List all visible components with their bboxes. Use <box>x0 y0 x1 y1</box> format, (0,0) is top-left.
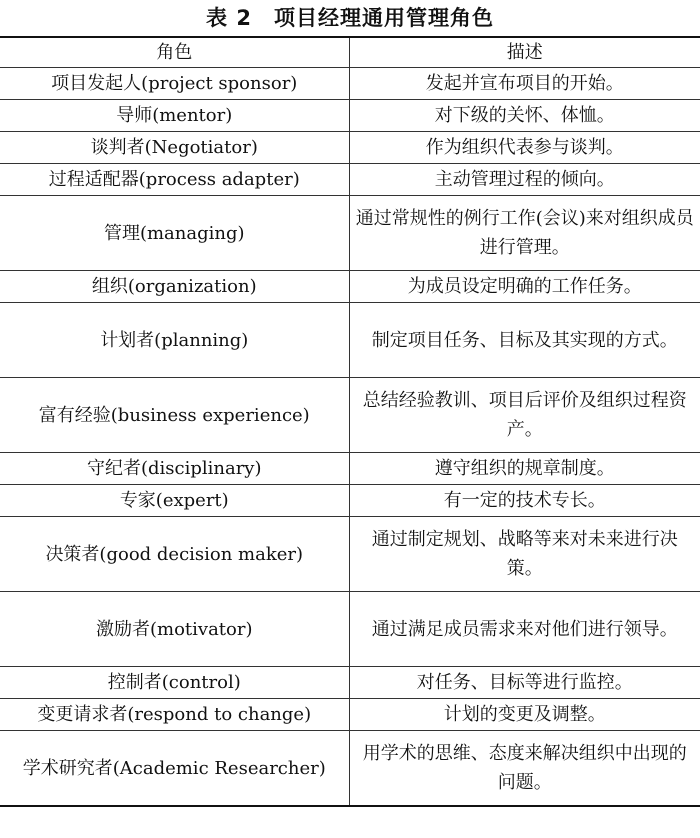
description-cell: 有一定的技术专长。 <box>349 485 700 517</box>
role-cell: 专家(expert) <box>0 485 349 517</box>
table-row <box>0 378 700 453</box>
role-cell: 变更请求者(respond to change) <box>0 699 349 731</box>
description-cell: 遵守组织的规章制度。 <box>349 453 700 485</box>
description-cell: 计划的变更及调整。 <box>349 699 700 731</box>
table-row <box>0 196 700 271</box>
role-cell: 富有经验(business experience) <box>0 378 349 453</box>
table-row <box>0 699 700 731</box>
header-description: 描述 <box>349 37 700 68</box>
description-cell: 通过制定规划、战略等来对未来进行决策。 <box>349 517 700 592</box>
description-cell: 作为组织代表参与谈判。 <box>349 132 700 164</box>
table-row <box>0 164 700 196</box>
role-cell: 组织(organization) <box>0 271 349 303</box>
table-row <box>0 517 700 592</box>
role-cell: 管理(managing) <box>0 196 349 271</box>
header-role: 角色 <box>0 37 349 68</box>
table-row <box>0 731 700 807</box>
role-cell: 激励者(motivator) <box>0 592 349 667</box>
description-cell: 总结经验教训、项目后评价及组织过程资产。 <box>349 378 700 453</box>
description-cell: 发起并宣布项目的开始。 <box>349 68 700 100</box>
description-cell: 对任务、目标等进行监控。 <box>349 667 700 699</box>
role-cell: 计划者(planning) <box>0 303 349 378</box>
role-cell: 学术研究者(Academic Researcher) <box>0 731 349 807</box>
role-cell: 守纪者(disciplinary) <box>0 453 349 485</box>
table-row <box>0 667 700 699</box>
role-cell: 谈判者(Negotiator) <box>0 132 349 164</box>
table-row <box>0 132 700 164</box>
roles-table <box>0 36 700 807</box>
role-cell: 控制者(control) <box>0 667 349 699</box>
description-cell: 制定项目任务、目标及其实现的方式。 <box>349 303 700 378</box>
description-cell: 主动管理过程的倾向。 <box>349 164 700 196</box>
table-title: 表 2 项目经理通用管理角色 <box>206 6 494 30</box>
table-row <box>0 100 700 132</box>
table-row <box>0 592 700 667</box>
description-cell: 通过满足成员需求来对他们进行领导。 <box>349 592 700 667</box>
description-cell: 用学术的思维、态度来解决组织中出现的问题。 <box>349 731 700 807</box>
table-row <box>0 453 700 485</box>
table-header-row <box>0 37 700 68</box>
table-row <box>0 68 700 100</box>
role-cell: 导师(mentor) <box>0 100 349 132</box>
role-cell: 项目发起人(project sponsor) <box>0 68 349 100</box>
description-cell: 通过常规性的例行工作(会议)来对组织成员进行管理。 <box>349 196 700 271</box>
table-row <box>0 271 700 303</box>
role-cell: 过程适配器(process adapter) <box>0 164 349 196</box>
table-row <box>0 485 700 517</box>
table-row <box>0 303 700 378</box>
description-cell: 对下级的关怀、体恤。 <box>349 100 700 132</box>
role-cell: 决策者(good decision maker) <box>0 517 349 592</box>
description-cell: 为成员设定明确的工作任务。 <box>349 271 700 303</box>
